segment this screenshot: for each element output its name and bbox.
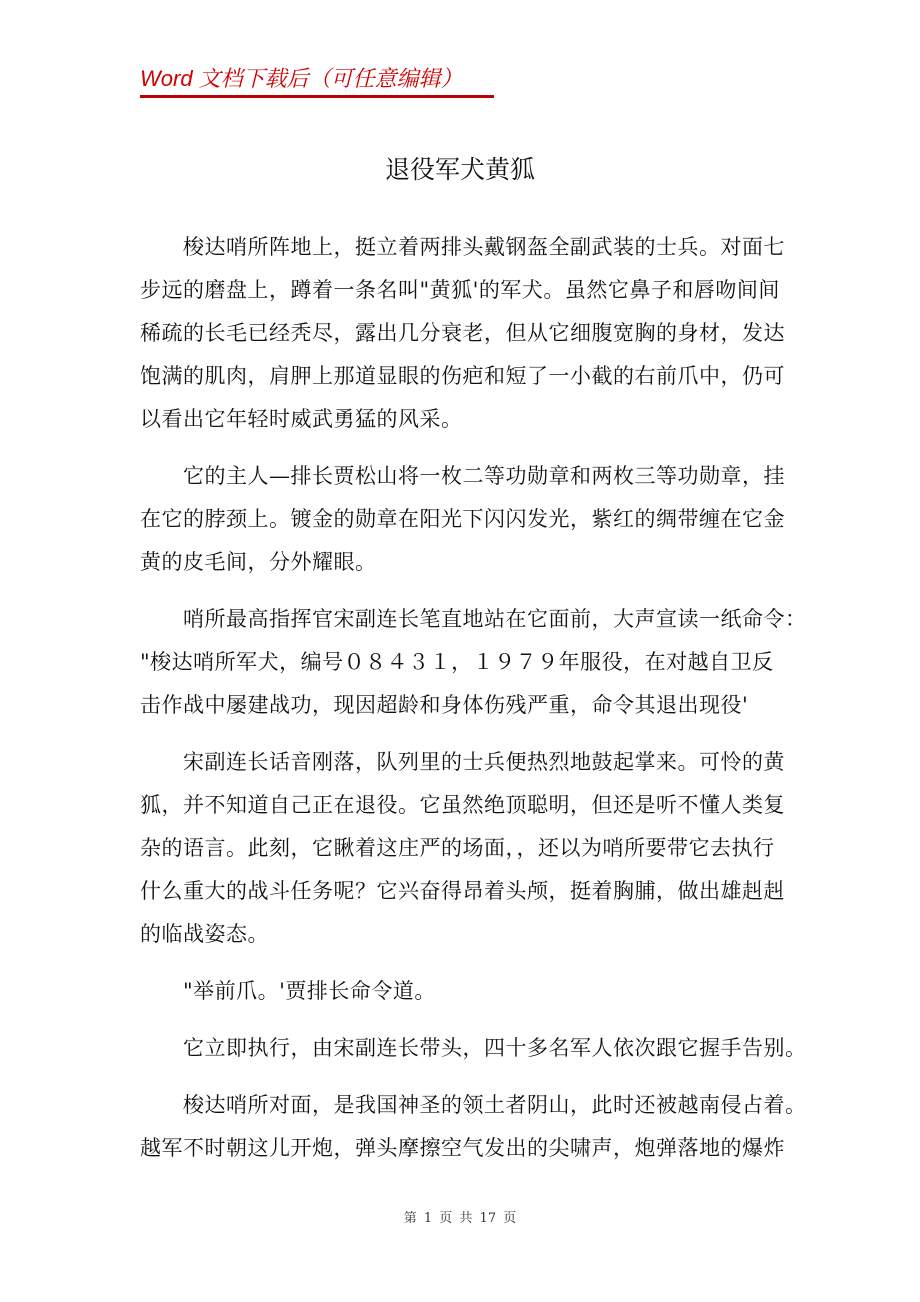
text-line: 以看出它年轻时威武勇猛的风采。 xyxy=(140,407,463,431)
paragraph xyxy=(140,598,807,727)
text-line: 它立即执行，由宋副连长带头，四十多名军人依次跟它握手告别。 xyxy=(183,1036,807,1060)
text-line: 杂的语言。此刻，它瞅着这庄严的场面，，还以为哨所要带它去执行 xyxy=(140,836,775,860)
text-line: 哨所最高指挥官宋副连长笔直地站在它面前，大声宣读一纸命令： xyxy=(183,607,807,631)
document-title: 退役军犬黄狐 xyxy=(384,155,535,184)
text-line: 黄的皮毛间，分外耀眼。 xyxy=(140,550,377,574)
paragraph xyxy=(140,741,800,956)
text-line: 狐，并不知道自己正在退役。它虽然绝顶聪明，但还是听不懂人类复 xyxy=(140,793,785,817)
paragraph xyxy=(140,226,800,441)
text-line: 稀疏的长毛已经秃尽，露出几分衰老，但从它细腹宽胸的身材，发达 xyxy=(140,321,785,345)
text-line: 宋副连长话音刚落，队列里的士兵便热烈地鼓起掌来。可怜的黄 xyxy=(183,750,785,774)
text-line: "梭达哨所军犬，编号０８４３１，１９７９年服役，在对越自卫反 xyxy=(140,650,774,674)
page-number: 第 1 页 共 17 页 xyxy=(403,1211,517,1226)
paragraph xyxy=(140,1084,807,1170)
text-line: 的临战姿态。 xyxy=(140,922,269,946)
text-line: 它的主人—排长贾松山将一枚二等功勋章和两枚三等功勋章，挂 xyxy=(183,464,785,488)
text-line: "举前爪。'贾排长命令道。 xyxy=(183,979,436,1003)
text-line: 梭达哨所对面，是我国神圣的领土者阴山，此时还被越南侵占着。 xyxy=(183,1093,807,1117)
paragraph xyxy=(140,1027,807,1070)
text-line: 梭达哨所阵地上，挺立着两排头戴钢盔全副武装的士兵。对面七 xyxy=(183,235,785,259)
text-line: 饱满的肌肉，肩胛上那道显眼的伤疤和短了一小截的右前爪中，仍可 xyxy=(140,364,785,388)
text-line: 击作战中屡建战功，现因超龄和身体伤残严重，命令其退出现役' xyxy=(140,693,749,717)
banner-text: Word 文档下载后（可任意编辑） xyxy=(140,66,463,91)
text-line: 在它的脖颈上。镀金的勋章在阳光下闪闪发光，紫红的绸带缠在它金 xyxy=(140,507,785,531)
paragraph xyxy=(140,970,800,1013)
text-line: 步远的磨盘上，蹲着一条名叫"黄狐'的军犬。虽然它鼻子和唇吻间间 xyxy=(140,278,780,302)
download-banner xyxy=(140,62,494,98)
text-line: 什么重大的战斗任务呢？它兴奋得昂着头颅，挺着胸脯，做出雄赳赳 xyxy=(140,879,785,903)
document-body xyxy=(140,226,807,1184)
paragraph xyxy=(140,455,800,584)
text-line: 越军不时朝这儿开炮，弹头摩擦空气发出的尖啸声，炮弹落地的爆炸 xyxy=(140,1136,785,1160)
